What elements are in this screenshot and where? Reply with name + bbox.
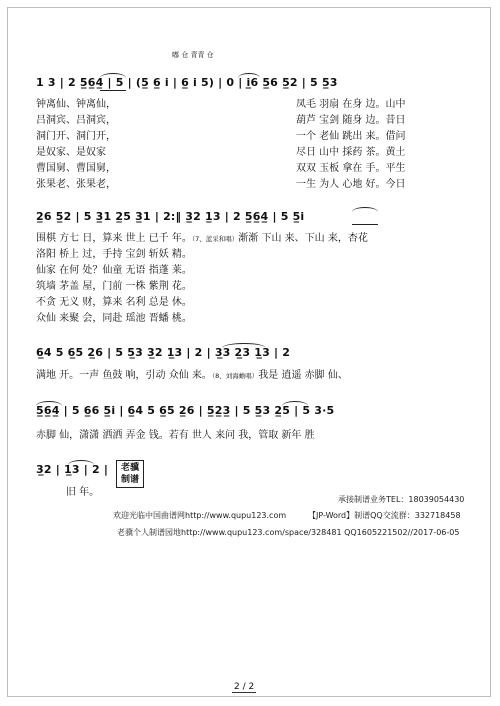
row3-lyrics: 满地 开。一声 鱼鼓 响，引动 众仙 来。（8、刘海蟾唱）我是 逍遥 赤脚 仙、: [36, 370, 348, 381]
footer-phone: 承接制谱业务TEL：18039054430: [338, 495, 465, 504]
footer-qq-group: 【JP-Word】制谱QQ交流群：332718458: [308, 511, 461, 520]
lyric-line: 钟离仙、钟离仙，: [36, 99, 116, 110]
lyric-line: 吕洞宾、吕洞宾，: [36, 115, 116, 126]
slur: [222, 343, 266, 348]
lyric-line: 筑墙 茅盖 屋，门前 一株 紫荆 花。: [36, 281, 192, 292]
author-seal: 老骥 制谱: [116, 460, 144, 488]
slur: [352, 207, 378, 212]
footer-site: 欢迎光临中国曲谱网http://www.qupu123.com: [113, 511, 287, 520]
underline: [352, 224, 378, 225]
lyric-line: 凤毛 羽扇 在身 边。山中: [296, 99, 406, 110]
lyric-line: 葫芦 宝剑 随身 边。昔日: [296, 115, 406, 126]
underline: [100, 90, 126, 91]
row2-lyrics: [36, 231, 368, 327]
row4-notes: 5̲6̲4̲ | 5 6̲6 5̲i | 6̲4 5 6̲5 2̲6 | 5̲2̲3̲ | 5 5̲3 2̲5 | 5 3·5: [36, 404, 335, 417]
row2-notes: 2̲6 5̲2 | 5 3̲1 2̲5 3̲1 | 2:‖ 3̲2 1̲3 | 2 5̲6̲4̲ | 5 5̲i: [36, 210, 305, 223]
lyric-line: 张果老、张果老，: [36, 179, 116, 190]
lyric-line: 一生 为人 心地 好。今日: [296, 179, 406, 190]
lyric-line: 众仙 来聚 会，同赴 瑶池 晋蟠 桃。: [36, 313, 192, 324]
row3-notes: 6̲4 5 6̲5 2̲6 | 5 5̲3 3̲2 1̲3 | 2 | 3̲3 2̲3 1̲3 | 2: [36, 346, 291, 359]
row1-notes: 1 3 | 2 5̲6̲4̲ | 5 | (5̲ 6̲ i | 6̲ i 5) | 0 | i̲6 5̲6 5̲2 | 5 5̲3: [36, 76, 338, 89]
slur: [36, 401, 62, 406]
lyric-line: 双双 玉板 拿在 手。平生: [296, 163, 406, 174]
row5-notes: 3̲2 | 1̲3 | 2 |: [36, 463, 109, 476]
row4-lyrics: 赤脚 仙，潇潇 洒洒 弄金 钱。若有 世人 来问 我，管取 新年 胜: [36, 430, 315, 441]
slur: [68, 460, 94, 465]
lyric-line: 洞门开、洞门开，: [36, 131, 116, 142]
lyric-line: 尽日 山中 採药 茶。黄土: [296, 147, 406, 158]
singer-note: （8、刘海蟾唱）: [211, 372, 259, 380]
slur: [238, 73, 260, 78]
page-number: 2 / 2: [234, 682, 255, 692]
lyric-line: 一个 老仙 跳出 来。借问: [296, 131, 406, 142]
row5-lyrics: 旧 年。: [66, 487, 100, 498]
lyric-line: 曹国舅、曹国舅，: [36, 163, 116, 174]
footer-space: 老骥个人制谱园地http://www.qupu123.com/space/328481 QQ1605221502//2017-06-05: [117, 528, 460, 537]
singer-note: （7、蓝采和唱）: [191, 235, 239, 243]
lyric-line: 洛阳 桥上 过，手持 宝剑 斩妖 精。: [36, 249, 192, 260]
lyric-line: 是奴家、是奴家: [36, 147, 106, 158]
lyric-line: 不贪 无义 财，算来 名利 总是 休。: [36, 297, 192, 308]
lyric-line: 仙家 在何 处？仙童 无语 指蓬 莱。: [36, 265, 192, 276]
percussion-marks: 嘟 仓 青青 仓: [172, 51, 214, 59]
slur: [282, 401, 308, 406]
row1-lyrics-right: [296, 97, 406, 193]
row1-lyrics-left: [36, 97, 116, 193]
lyric-line: 围棋 方七 日，算来 世上 已千 年。（7、蓝采和唱）渐渐 下山 来、下山 来，杏花: [36, 233, 368, 244]
slur: [100, 73, 126, 78]
